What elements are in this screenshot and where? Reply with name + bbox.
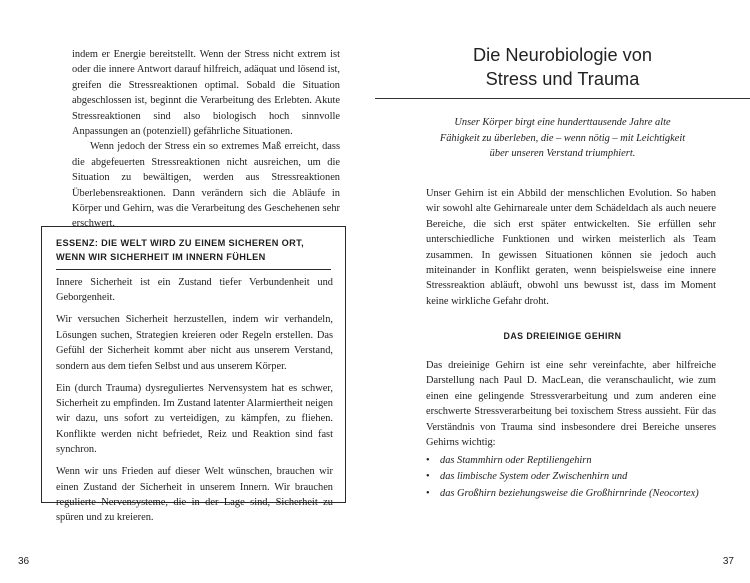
page-number-right: 37 <box>722 556 734 567</box>
left-paragraph-1: indem er Energie bereitstellt. Wenn der Stress nicht extrem ist oder die innere Antwort darauf hilfreich, adäquat und lösend ist, greifen die Stressreaktionen optimal. Sobald die Situation abgeschlossen ist, beginnt die Verarbeitung des Erlebten. Akute Stressreaktionen sind also biologisch hoch sinnvolle Anpassungen an (potenziell) gefährliche Situationen. <box>72 49 340 138</box>
right-paragraph-2: Das dreieinige Gehirn ist eine sehr vereinfachte, aber hilfreiche Darstellung nach Paul D. MacLean, die veranschaulicht, wie zum einen eine gelingende Stressverarbeitung und zum anderen eine erschwerte Stressverarbeitung bei toxischem Stress aussieht. Für das Verständnis von Trauma sind insbesondere drei Bereiche unseres Gehirns wichtig: <box>426 360 716 449</box>
list-item <box>426 486 716 502</box>
bullet-icon: • <box>426 487 430 499</box>
bullet-icon: • <box>426 455 430 466</box>
chapter-title-line-1: Die Neurobiologie von <box>473 45 652 65</box>
epigraph-line-2: Fähigkeit zu überleben, die – wenn nötig – mit Leichtigkeit <box>439 132 686 144</box>
title-divider <box>375 98 750 99</box>
page-number-left: 36 <box>18 556 30 567</box>
essence-paragraph-3: Ein (durch Trauma) dysreguliertes Nervensystem hat es schwer, Sicherheit zu empfinden. Im Zustand latenter Alarmiertheit neigen wir dazu, uns sofort zu verteidigen, zu kämpfen, zu fliehen. Konflikte werden nicht befriedet, Reiz und Reaktion sind fast synchron. <box>56 382 333 456</box>
right-page <box>375 0 750 583</box>
list-item <box>426 453 716 469</box>
epigraph-line-3: über unseren Verstand triumphiert. <box>489 148 636 159</box>
essence-box-title: ESSENZ: DIE WELT WIRD ZU EINEM SICHEREN ORT, WENN WIR SICHERHEIT IM INNERN FÜHLEN <box>56 238 304 263</box>
essence-box-body <box>56 275 333 532</box>
right-body-text-2 <box>426 358 716 450</box>
essence-box-divider <box>56 269 331 270</box>
left-paragraph-2: Wenn jedoch der Stress ein so extremes Maß erreicht, dass die abgefeuerten Stressreaktionen nicht ausreichen, um die Situation zu bewältigen, werden aus Stressreaktionen Überlebensreaktionen. Dann verändern sich die Abläufe in Körper und Gehirn, was die Verarbeitung des Geschehenen sehr erschwert. <box>72 141 340 230</box>
left-body-text <box>72 47 340 232</box>
epigraph <box>425 115 700 162</box>
bullet-icon: • <box>426 471 430 483</box>
right-body-text-1 <box>426 186 716 309</box>
essence-paragraph-4: Wenn wir uns Frieden auf dieser Welt wünschen, brauchen wir einen Zustand der Sicherheit in unserem Innern. Wir brauchen regulierte Nervensysteme, die in der Lage sind, Sicherheit zu spüren und zu kreieren. <box>56 466 333 524</box>
essence-paragraph-2: Wir versuchen Sicherheit herzustellen, indem wir verhandeln, Lösungen suchen, Strategien kreieren oder Regeln erstellen. Das Gefühl der Sicherheit kommt aber nicht aus unserem Verstand, sondern aus dem tiefen Selbst und aus unserem Körper. <box>56 314 333 372</box>
brain-areas-list <box>426 453 716 502</box>
list-item-text: das Großhirn beziehungsweise die Großhirnrinde (Neocortex) <box>440 487 699 499</box>
essence-box <box>41 226 346 524</box>
epigraph-line-1: Unser Körper birgt eine hunderttausende Jahre alte <box>454 117 671 128</box>
list-item-text: das Stammhirn oder Reptiliengehirn <box>440 455 592 466</box>
chapter-title <box>375 43 750 91</box>
list-item-text: das limbische System oder Zwischenhirn und <box>440 471 628 483</box>
right-paragraph-1: Unser Gehirn ist ein Abbild der menschlichen Evolution. So haben wir sowohl alte Gehirnareale unter dem Schädeldach als auch neuere Bereiche, die sich erst später entwickelten. Sie erfüllen sehr unterschiedliche Funktionen und wirken meisterlich als Team zusammen. In gewissen Situationen können sie jedoch auch miteinander in Konflikt geraten, wenn beispielsweise eine innere Stressreaktion abläuft, obwohl uns bewusst ist, dass im Moment keine wirkliche Gefahr droht. <box>426 188 716 307</box>
list-item <box>426 469 716 485</box>
chapter-title-line-2: Stress und Trauma <box>485 69 640 89</box>
section-heading: DAS DREIEINIGE GEHIRN <box>503 331 622 341</box>
essence-paragraph-1: Innere Sicherheit ist ein Zustand tiefer Verbundenheit und Geborgenheit. <box>56 277 333 304</box>
